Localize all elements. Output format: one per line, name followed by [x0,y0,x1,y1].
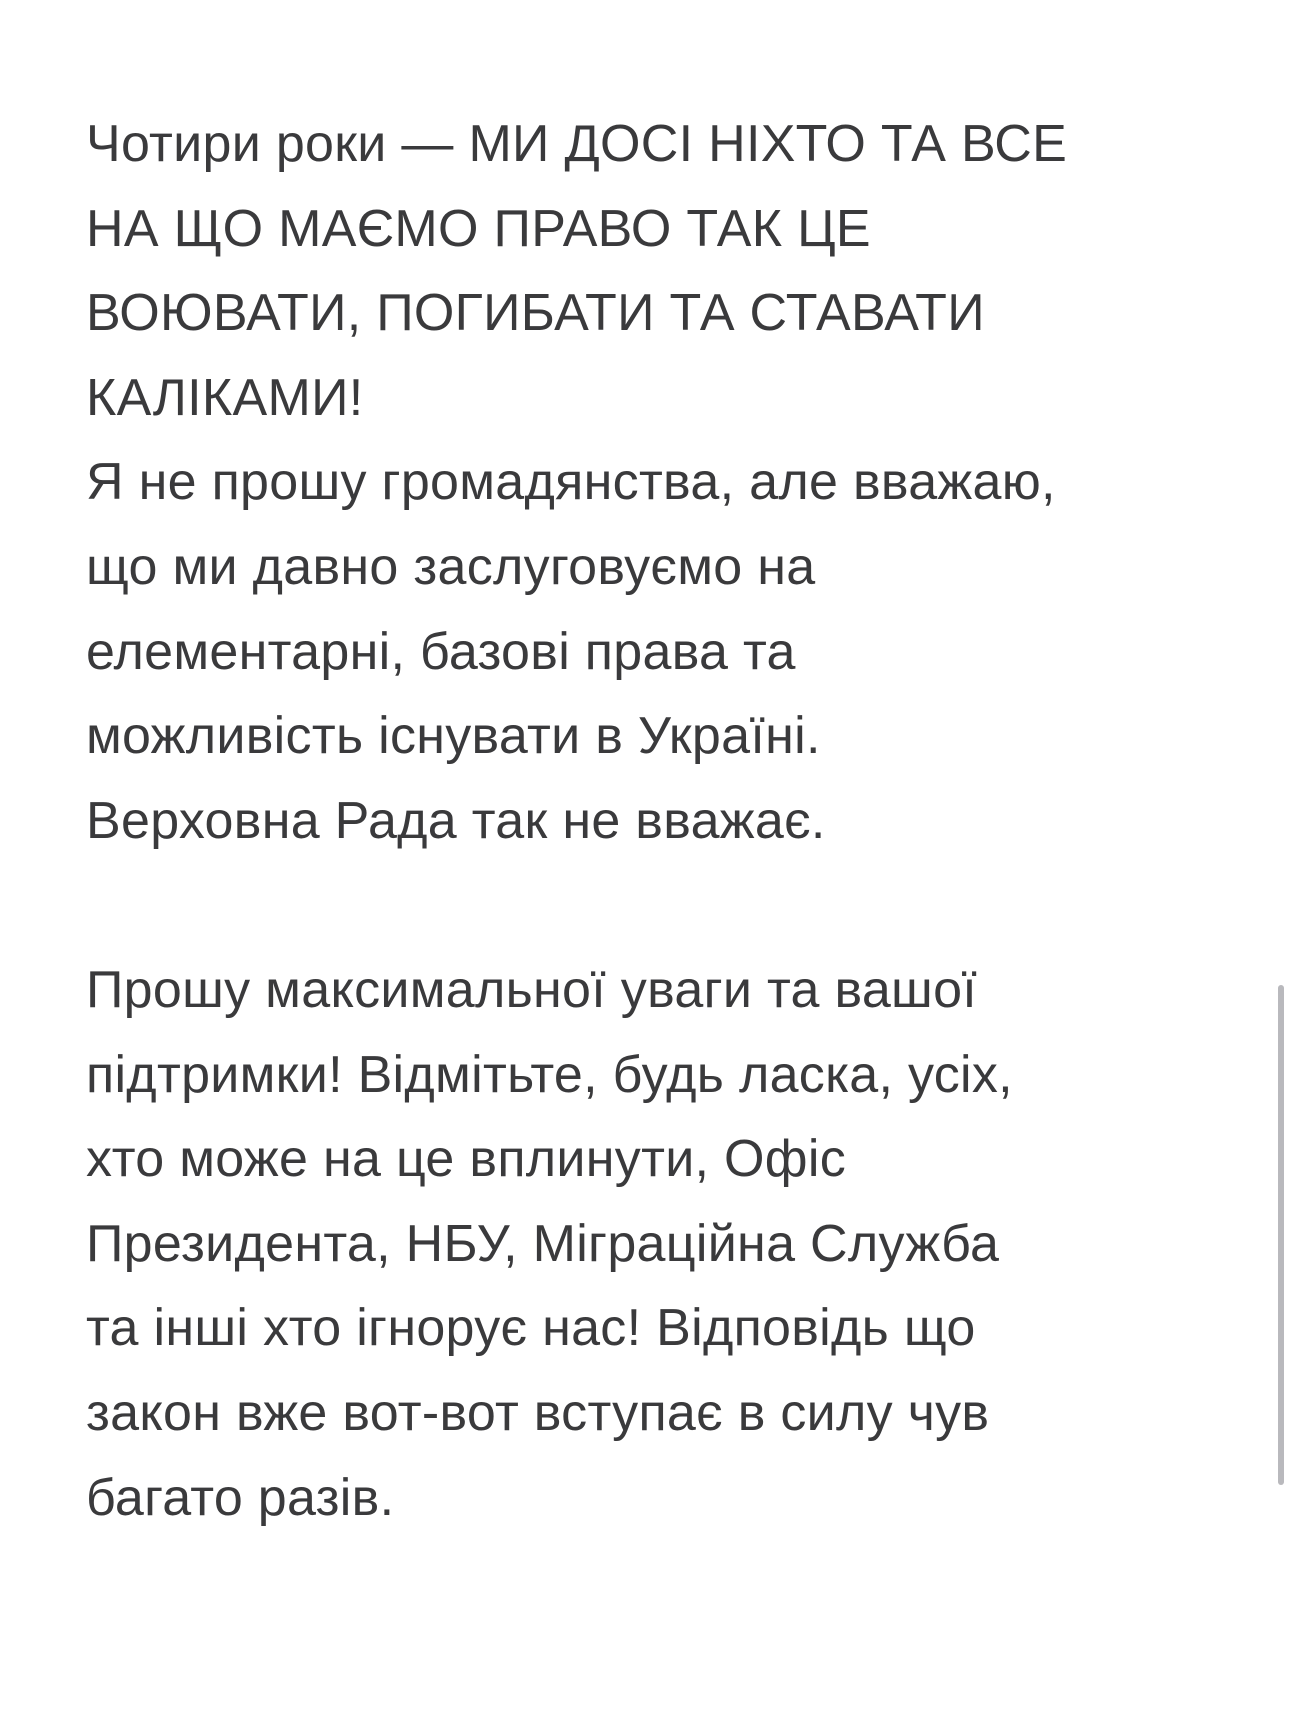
text-line: елементарні, базові права та [86,622,796,681]
text-line: Президента, НБУ, Міграційна Служба [86,1214,1000,1273]
text-line: Прошу максимальної уваги та вашої [86,960,978,1019]
text-line: Я не прошу громадянства, але вважаю, [86,453,1056,512]
text-line: багато разів. [86,1468,395,1527]
text-line: можливість існувати в Україні. [86,707,821,766]
post-text-body [86,102,1226,1540]
text-line: Чотири роки — МИ ДОСІ НІХТО ТА ВСЕ [86,115,1068,173]
vertical-scrollbar[interactable] [1274,0,1290,1720]
paragraph-2 [86,948,1226,1540]
text-line: що ми давно заслуговуємо на [86,537,816,596]
scrollbar-thumb[interactable] [1278,985,1284,1485]
paragraph-1 [86,102,1226,863]
text-line: ВОЮВАТИ, ПОГИБАТИ ТА СТАВАТИ [86,284,985,343]
text-line: та інші хто ігнорує нас! Відповідь що [86,1299,976,1358]
text-line: закон вже вот-вот вступає в силу чув [86,1383,990,1442]
text-line: КАЛІКАМИ! [86,368,364,427]
text-line: хто може на це вплинути, Офіс [86,1130,847,1189]
text-line: Верховна Рада так не вважає. [86,791,826,850]
text-line: підтримки! Відмітьте, будь ласка, усіх, [86,1045,1013,1104]
text-line: НА ЩО МАЄМО ПРАВО ТАК ЦЕ [86,199,871,258]
